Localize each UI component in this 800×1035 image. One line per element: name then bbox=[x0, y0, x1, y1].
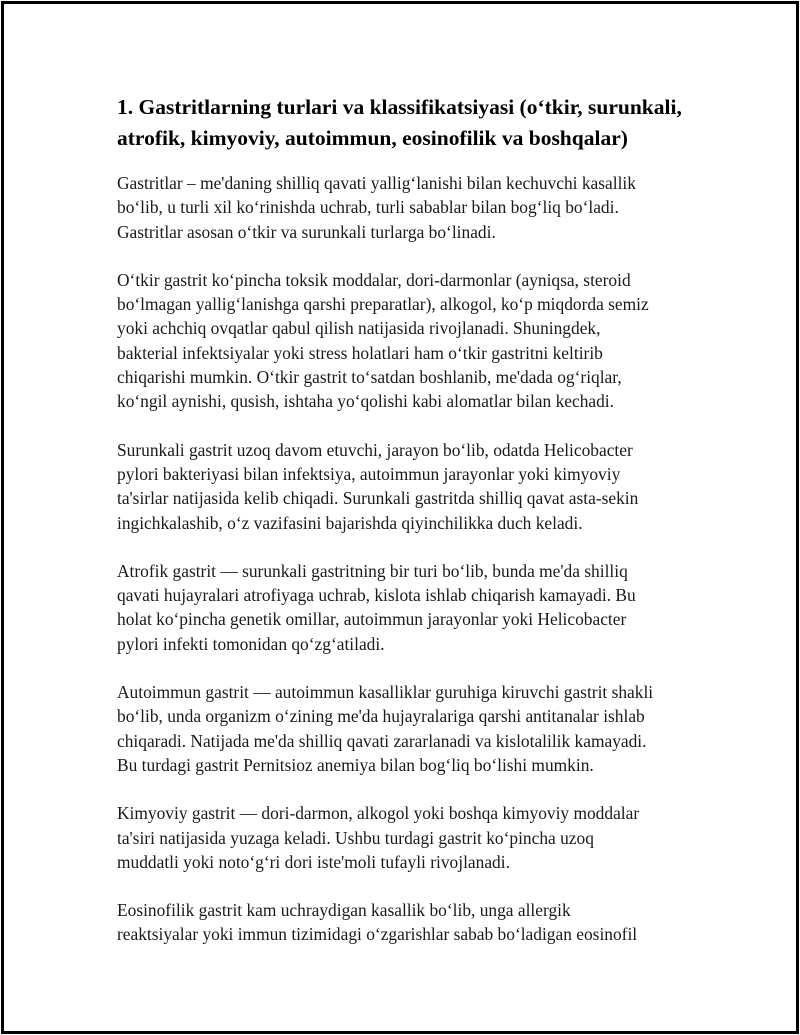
paragraph-line: Atrofik gastrit — surunkali gastritning bir turi bo‘lib, bunda me'da shilliq bbox=[117, 560, 628, 581]
paragraph-acute-gastritis bbox=[117, 268, 697, 414]
paragraph-line: Bu turdagi gastrit Pernitsioz anemiya bilan bog‘liq bo‘lishi mumkin. bbox=[117, 754, 594, 775]
paragraph-atrophic-gastritis bbox=[117, 559, 697, 656]
heading-line: atrofik, kimyoviy, autoimmun, eosinofilik va boshqalar) bbox=[117, 126, 628, 150]
paragraph-line: yoki achchiq ovqatlar qabul qilish natijasida rivojlanadi. Shuningdek, bbox=[117, 318, 601, 339]
paragraph-line: bo‘lmagan yallig‘lanishga qarshi preparatlar), alkogol, ko‘p miqdorda semiz bbox=[117, 294, 649, 315]
paragraph-line: Gastritlar – me'daning shilliq qavati yallig‘lanishi bilan kechuvchi kasallik bbox=[117, 173, 636, 193]
paragraph-line: Eosinofilik gastrit kam uchraydigan kasallik bo‘lib, unga allergik bbox=[117, 900, 571, 921]
section-heading bbox=[117, 92, 697, 154]
paragraph-line: ingichkalashib, o‘z vazifasini bajarishda qiyinchilikka duch keladi. bbox=[117, 512, 583, 533]
document-body bbox=[117, 92, 697, 947]
paragraph-line: bakterial infektsiyalar yoki stress holatlari ham o‘tkir gastritni keltirib bbox=[117, 342, 603, 363]
paragraph-line: holat ko‘pincha genetik omillar, autoimmun jarayonlar yoki Helicobacter bbox=[117, 609, 627, 630]
paragraph-line: pylori infekti tomonidan qo‘zg‘atiladi. bbox=[117, 633, 385, 654]
heading-line: 1. Gastritlarning turlari va klassifikatsiyasi (o‘tkir, surunkali, bbox=[117, 95, 682, 119]
paragraph-line: O‘tkir gastrit ko‘pincha toksik moddalar, dori-darmonlar (ayniqsa, steroid bbox=[117, 269, 631, 290]
paragraph-line: pylori bakteriyasi bilan infektsiya, autoimmun jarayonlar yoki kimyoviy bbox=[117, 463, 621, 484]
paragraph-line: Autoimmun gastrit — autoimmun kasalliklar guruhiga kiruvchi gastrit shakli bbox=[117, 682, 654, 703]
paragraph-line: chiqarishi mumkin. O‘tkir gastrit to‘satdan boshlanib, me'dada og‘riqlar, bbox=[117, 367, 622, 388]
paragraph-line: Surunkali gastrit uzoq davom etuvchi, jarayon bo‘lib, odatda Helicobacter bbox=[117, 439, 633, 460]
paragraph-chronic-gastritis bbox=[117, 438, 697, 535]
paragraph-intro bbox=[117, 171, 697, 244]
paragraph-line: bo‘lib, unda organizm o‘zining me'da hujayralariga qarshi antitanalar ishlab bbox=[117, 706, 645, 727]
paragraph-line: ta'siri natijasida yuzaga keladi. Ushbu turdagi gastrit ko‘pincha uzoq bbox=[117, 827, 594, 848]
paragraph-line: bo‘lib, u turli xil ko‘rinishda uchrab, turli sabablar bilan bog‘liq bo‘ladi. bbox=[117, 197, 619, 218]
paragraph-line: reaktsiyalar yoki immun tizimidagi o‘zgarishlar sabab bo‘ladigan eosinofil bbox=[117, 924, 638, 945]
paragraph-line: muddatli yoki noto‘g‘ri dori iste'moli tufayli rivojlanadi. bbox=[117, 851, 510, 872]
paragraph-eosinophilic-gastritis bbox=[117, 898, 697, 947]
paragraph-line: ta'sirlar natijasida kelib chiqadi. Surunkali gastritda shilliq qavat asta-sekin bbox=[117, 488, 639, 509]
paragraph-line: ko‘ngil aynishi, qusish, ishtaha yo‘qolishi kabi alomatlar bilan kechadi. bbox=[117, 391, 614, 412]
paragraph-line: Kimyoviy gastrit — dori-darmon, alkogol yoki boshqa kimyoviy moddalar bbox=[117, 803, 640, 824]
paragraph-line: Gastritlar asosan o‘tkir va surunkali turlarga bo‘linadi. bbox=[117, 221, 496, 242]
paragraph-chemical-gastritis bbox=[117, 801, 697, 874]
paragraph-autoimmune-gastritis bbox=[117, 680, 697, 777]
paragraph-line: qavati hujayralari atrofiyaga uchrab, kislota ishlab chiqarish kamayadi. Bu bbox=[117, 585, 636, 606]
paragraph-line: chiqaradi. Natijada me'da shilliq qavati zararlanadi va kislotalilik kamayadi. bbox=[117, 730, 647, 751]
